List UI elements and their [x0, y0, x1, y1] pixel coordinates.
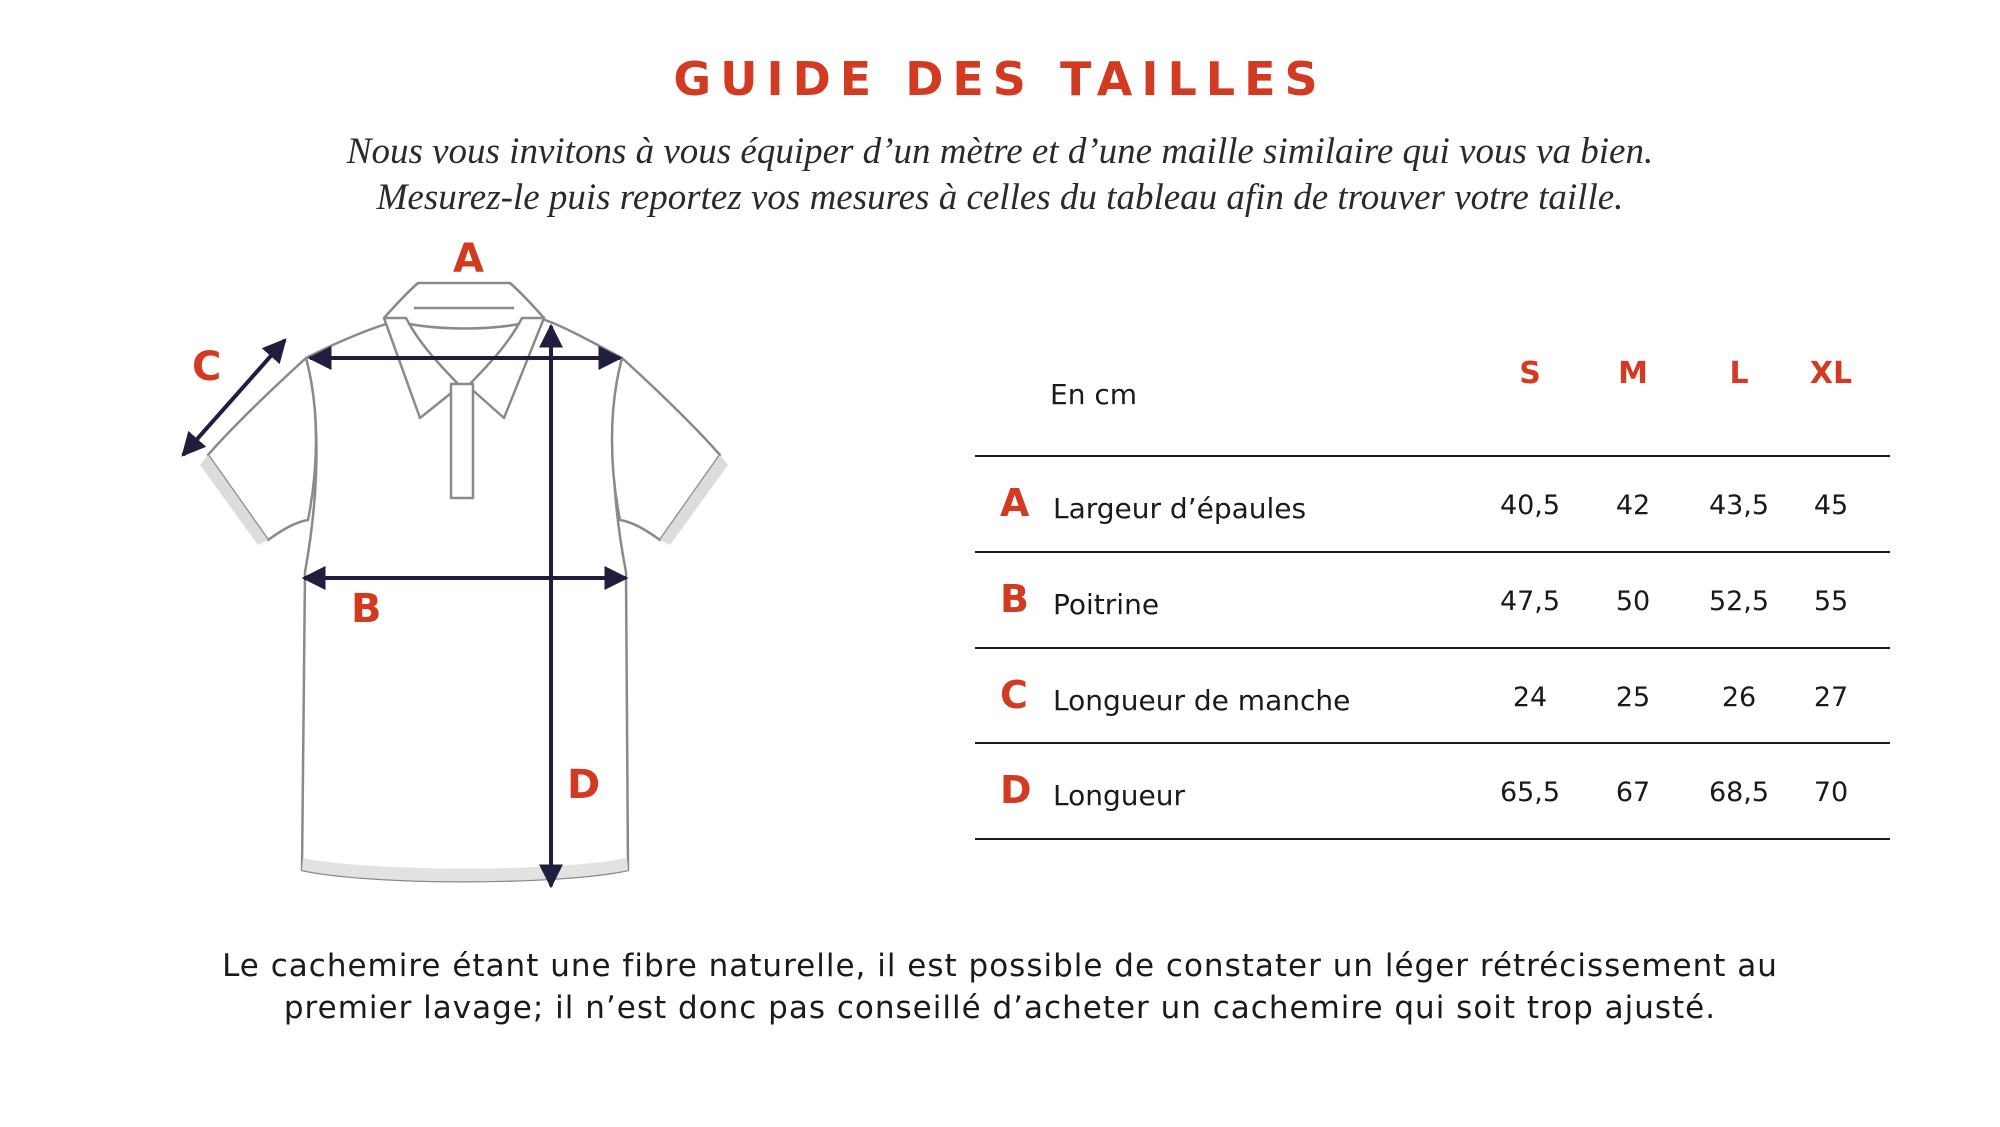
- row-letter: B: [1000, 577, 1029, 621]
- diagram-label-d: D: [567, 762, 601, 808]
- care-note-line-2: premier lavage; il n’est donc pas conseillé d’acheter un cachemire qui soit trop ajusté.: [283, 990, 1717, 1026]
- table-row: [975, 649, 1890, 745]
- row-letter: A: [1000, 481, 1030, 525]
- polo-shirt-icon: [208, 283, 720, 881]
- row-label: Poitrine: [1053, 588, 1160, 621]
- polo-shirt-diagram: [0, 0, 760, 920]
- table-row: [975, 457, 1890, 553]
- value-l: 26: [1721, 682, 1757, 713]
- value-m: 25: [1615, 682, 1651, 713]
- row-letter: D: [1000, 768, 1032, 812]
- diagram-label-a: A: [453, 236, 484, 282]
- intro-line-2: Mesurez-le puis reportez vos mesures à celles du tableau afin de trouver votre taille.: [376, 177, 1624, 218]
- row-letter: C: [1000, 673, 1028, 717]
- table-row: [975, 553, 1890, 649]
- value-l: 52,5: [1708, 586, 1770, 617]
- size-header-xl: XL: [1809, 356, 1853, 391]
- row-label: Largeur d’épaules: [1053, 492, 1307, 525]
- value-xl: 55: [1813, 586, 1849, 617]
- value-xl: 27: [1813, 682, 1849, 713]
- diagram-label-c: C: [192, 344, 222, 390]
- page-title: GUIDE DES TAILLES: [673, 52, 1327, 106]
- value-xl: 45: [1813, 490, 1849, 521]
- value-m: 50: [1615, 586, 1651, 617]
- value-s: 40,5: [1499, 490, 1561, 521]
- value-s: 24: [1512, 682, 1548, 713]
- size-header-m: M: [1618, 356, 1648, 391]
- care-note-line-1: Le cachemire étant une fibre naturelle, il est possible de constater un léger rétrécissement au: [222, 948, 1778, 984]
- value-xl: 70: [1813, 777, 1849, 808]
- value-l: 68,5: [1708, 777, 1770, 808]
- value-m: 67: [1615, 777, 1651, 808]
- table-row: [975, 744, 1890, 840]
- size-table: [975, 340, 1890, 860]
- unit-label: En cm: [1050, 378, 1138, 411]
- value-s: 65,5: [1499, 777, 1561, 808]
- value-s: 47,5: [1499, 586, 1561, 617]
- row-label: Longueur: [1053, 779, 1185, 812]
- size-header-s: S: [1519, 356, 1541, 391]
- size-header-l: L: [1729, 356, 1749, 391]
- intro-line-1: Nous vous invitons à vous équiper d’un mètre et d’une maille similaire qui vous va bien.: [346, 131, 1654, 172]
- row-label: Longueur de manche: [1053, 684, 1351, 717]
- value-m: 42: [1615, 490, 1651, 521]
- diagram-label-b: B: [351, 586, 382, 632]
- value-l: 43,5: [1708, 490, 1770, 521]
- table-divider: [975, 838, 1890, 840]
